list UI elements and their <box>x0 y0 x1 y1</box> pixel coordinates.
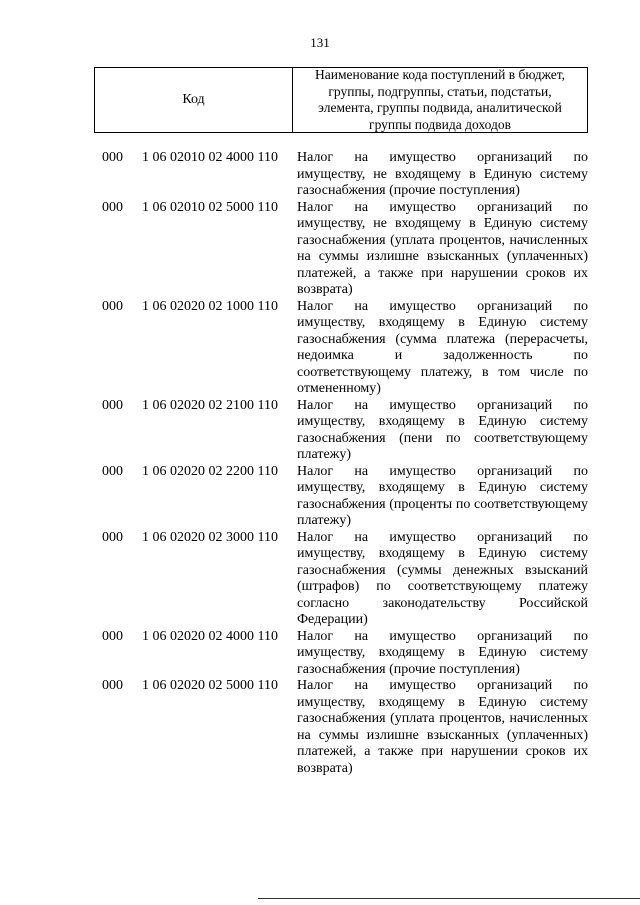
row-income-code: 1 06 02020 02 3000 110 <box>142 529 278 545</box>
row-description: Налог на имущество организаций по имуществу, входящему в Единую систему газоснабжения (сумма платежа (перерасчеты, недоимка и задолженность по соответствующему платежу, в том числе по отмененному) <box>297 298 588 396</box>
row-admin-code: 000 <box>102 298 123 314</box>
table-row <box>0 629 640 679</box>
table-row <box>0 464 640 530</box>
table-row <box>0 530 640 629</box>
table-row <box>0 398 640 464</box>
row-admin-code: 000 <box>102 199 123 215</box>
page-number: 131 <box>310 35 330 50</box>
row-description: Налог на имущество организаций по имуществу, входящему в Единую систему газоснабжения (уплата процентов, начисленных на суммы излишне взысканных (уплаченных) платежей, а также при нарушении сроков их возврата) <box>297 678 588 776</box>
row-income-code: 1 06 02020 02 5000 110 <box>142 678 278 693</box>
row-income-code: 1 06 02010 02 4000 110 <box>142 150 278 165</box>
table-header <box>94 67 588 133</box>
row-income-code: 1 06 02020 02 4000 110 <box>142 628 278 644</box>
table-row <box>0 678 640 777</box>
table-row <box>0 299 640 398</box>
row-admin-code: 000 <box>102 463 123 479</box>
row-admin-code: 000 <box>102 150 123 165</box>
row-admin-code: 000 <box>102 628 123 644</box>
row-income-code: 1 06 02020 02 2200 110 <box>142 463 278 479</box>
row-description: Налог на имущество организаций по имуществу, входящему в Единую систему газоснабжения (проценты по соответствующему платежу) <box>297 463 588 528</box>
row-description: Налог на имущество организаций по имуществу, не входящему в Единую систему газоснабжения (прочие поступления) <box>297 150 588 198</box>
table-row <box>0 200 640 299</box>
row-admin-code: 000 <box>102 529 123 545</box>
header-name-column: Наименование кода поступлений в бюджет, группы, подгруппы, статьи, подстатьи, элемента, группы подвида, аналитической группы подвида доходов <box>314 67 565 132</box>
row-description: Налог на имущество организаций по имуществу, не входящему в Единую систему газоснабжения (уплата процентов, начисленных на суммы излишне взысканных (уплаченных) платежей, а также при нарушении сроков их возврата) <box>297 199 588 297</box>
row-income-code: 1 06 02020 02 2100 110 <box>142 397 278 413</box>
table-row <box>0 150 640 200</box>
scan-edge-divider <box>258 898 640 899</box>
table-body <box>0 150 640 777</box>
row-description: Налог на имущество организаций по имуществу, входящему в Единую систему газоснабжения (пени по соответствующему платежу) <box>297 397 588 462</box>
row-description: Налог на имущество организаций по имуществу, входящему в Единую систему газоснабжения (прочие поступления) <box>297 628 588 677</box>
row-admin-code: 000 <box>102 397 123 413</box>
header-code-column: Код <box>95 68 293 132</box>
row-income-code: 1 06 02010 02 5000 110 <box>142 199 278 215</box>
row-income-code: 1 06 02020 02 1000 110 <box>142 298 278 314</box>
row-admin-code: 000 <box>102 678 123 693</box>
row-description: Налог на имущество организаций по имуществу, входящему в Единую систему газоснабжения (суммы денежных взысканий (штрафов) по соответствующему платежу согласно законодательству Российской Федерации) <box>297 529 588 627</box>
